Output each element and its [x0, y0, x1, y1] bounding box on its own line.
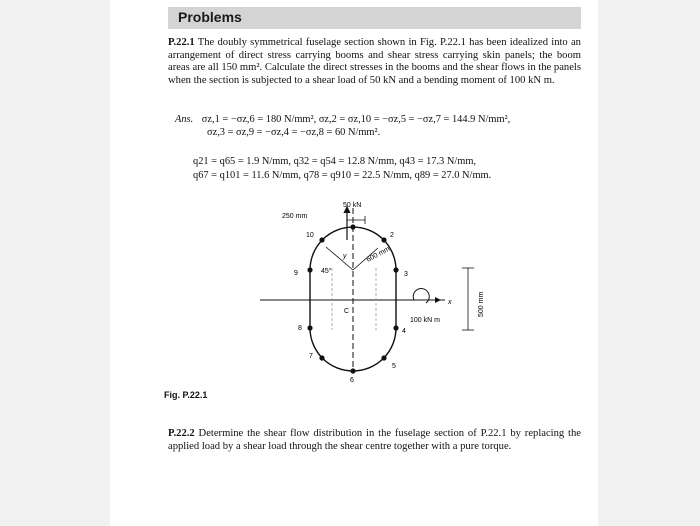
boom-label-8: 8 [298, 325, 302, 332]
centroid-label: C [344, 308, 350, 315]
problem-22-2 [168, 428, 581, 453]
boom-3 [393, 267, 398, 272]
boom-label-4: 4 [402, 328, 406, 335]
answer-stresses-2: σz,3 = σz,9 = −σz,4 = −σz,8 = 60 N/mm². [207, 127, 381, 138]
y-axis-label: y [343, 253, 347, 260]
moment-label: 100 kN m [410, 317, 440, 324]
boom-label-3: 3 [404, 271, 408, 278]
answer-shear-flows-2: q67 = q101 = 11.6 N/mm, q78 = q910 = 22.5 N/mm, q89 = 27.0 N/mm. [193, 170, 492, 181]
section-title: Problems [178, 9, 242, 25]
boom-label-9: 9 [294, 270, 298, 277]
boom-label-5: 5 [392, 363, 396, 370]
angle-line [326, 247, 353, 270]
boom-label-6: 6 [350, 377, 354, 384]
radius-label: 600 mm [365, 245, 392, 264]
angle-label: 45° [321, 268, 332, 275]
boom-1 [350, 224, 355, 229]
boom-6 [350, 368, 355, 373]
problem-22-2-id: P.22.2 [168, 428, 195, 439]
problem-22-2-text: Determine the shear flow distribution in the fuselage section of P.22.1 by replacing the applied load by a shear load through the shear centre together with a pure torque. [168, 428, 581, 452]
answer-shear-flows-1: q21 = q65 = 1.9 N/mm, q32 = q54 = 12.8 N/mm, q43 = 17.3 N/mm, [193, 156, 477, 167]
boom-2 [381, 237, 386, 242]
moment-arrow [413, 289, 429, 303]
problem-22-1-text: The doubly symmetrical fuselage section shown in Fig. P.22.1 has been idealized into an arrangement of direct stress carrying booms and shear stress carrying skin panels; the boom areas are all 150 mm². Calculate the direct stresses in the booms and the shear flows in the panels when the section is subjected to a shear load of 50 kN and a bending moment of 100 kN m. [168, 37, 581, 86]
boom-label-10: 10 [306, 232, 314, 239]
boom-8 [307, 325, 312, 330]
boom-label-7: 7 [309, 353, 313, 360]
answer-label: Ans. [175, 114, 194, 125]
x-axis-label: x [448, 299, 452, 306]
boom-4 [393, 325, 398, 330]
boom-9 [307, 267, 312, 272]
answer-stresses-1: σz,1 = −σz,6 = 180 N/mm², σz,2 = σz,10 = −σz,5 = −σz,7 = 144.9 N/mm², [201, 114, 511, 125]
boom-7 [319, 355, 324, 360]
width-dimension-label: 250 mm [282, 213, 308, 220]
boom-label-2: 2 [390, 232, 394, 239]
boom-10 [319, 237, 324, 242]
shear-load-label: 50 kN [343, 202, 362, 209]
height-dimension-label: 500 mm [478, 291, 485, 317]
figure-caption: Fig. P.22.1 [164, 390, 208, 400]
problem-22-1-id: P.22.1 [168, 37, 195, 48]
boom-5 [381, 355, 386, 360]
